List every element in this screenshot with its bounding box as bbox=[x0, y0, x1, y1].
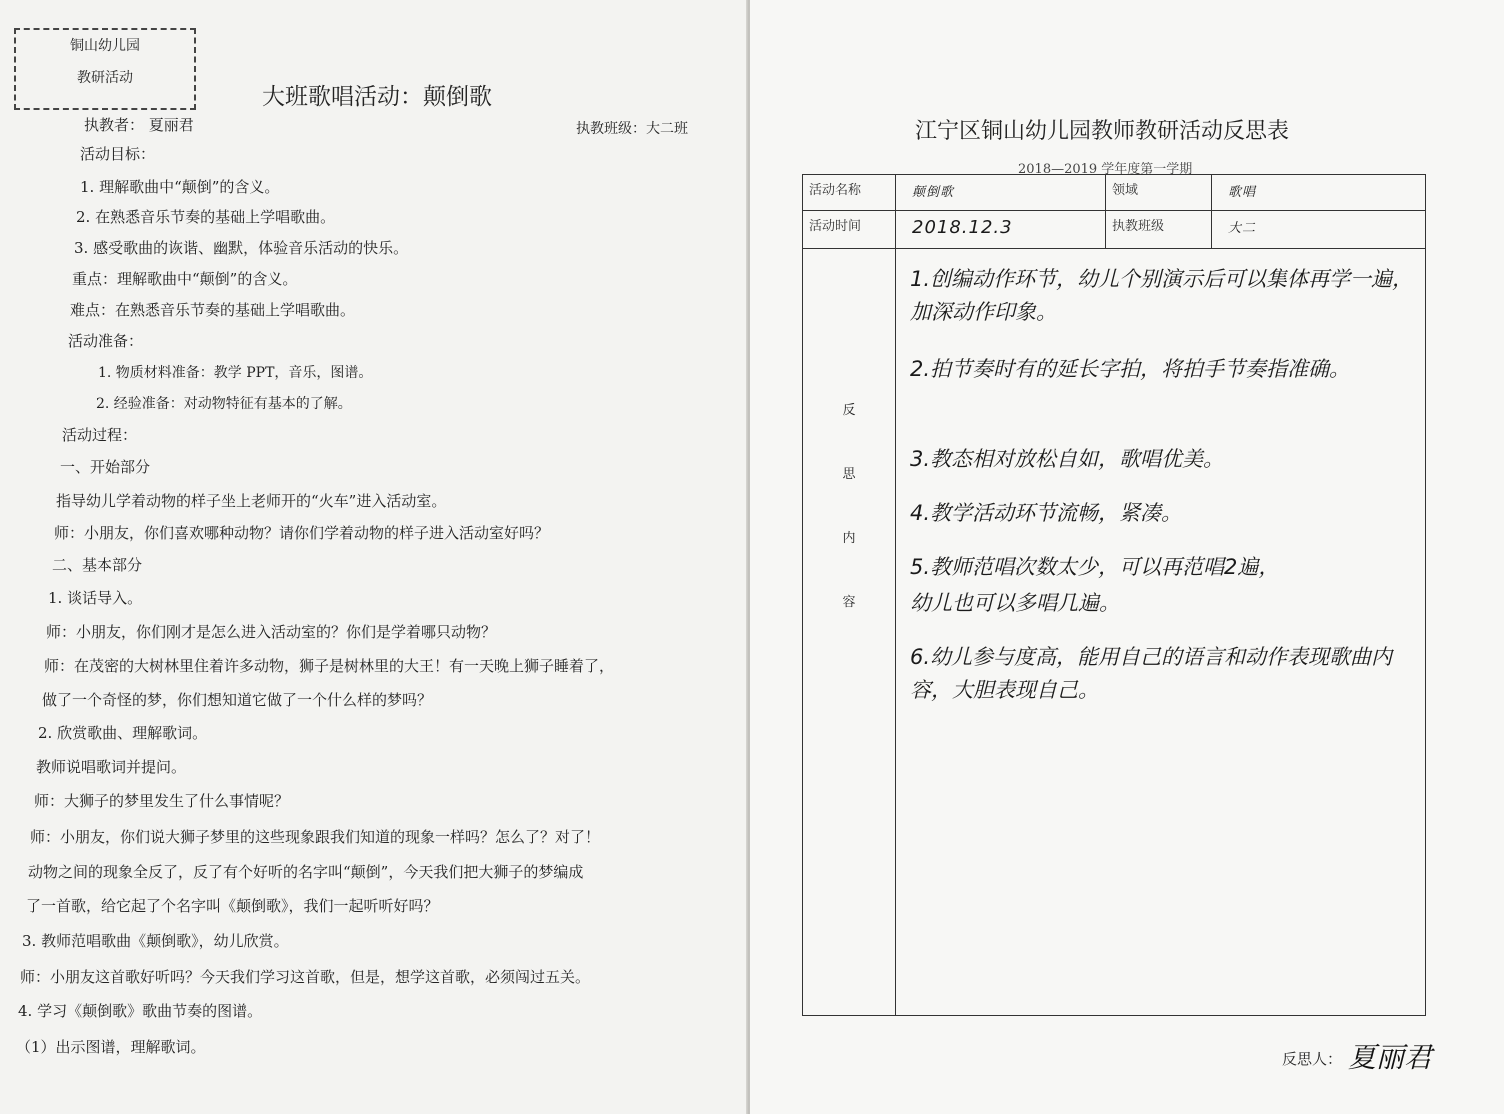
text-line: 师：小朋友这首歌好听吗？今天我们学习这首歌，但是，想学这首歌，必须闯过五关。 bbox=[20, 968, 591, 986]
text-line: 师：在茂密的大树林里住着许多动物，狮子是树林里的大王！有一天晚上狮子睡着了， bbox=[44, 657, 615, 675]
text-line: 2. 欣赏歌曲、理解歌词。 bbox=[38, 724, 208, 742]
text-line: 3. 感受歌曲的诙谐、幽默，体验音乐活动的快乐。 bbox=[74, 239, 409, 257]
reflection-content bbox=[896, 249, 1426, 1016]
form-subtitle: 2018—2019 学年度第一学期 bbox=[1018, 162, 1193, 177]
text-line: 1. 理解歌曲中“颠倒”的含义。 bbox=[80, 178, 280, 196]
stamp-line-1: 铜山幼儿园 bbox=[70, 38, 140, 54]
value-activity-time: 2018.12.3 bbox=[896, 211, 1106, 249]
text-line: 师：小朋友，你们喜欢哪种动物？请你们学着动物的样子进入活动室好吗？ bbox=[54, 524, 550, 542]
reflection-line: 4.教学活动环节流畅，紧凑。 bbox=[910, 501, 1183, 525]
text-line: 活动准备： bbox=[68, 332, 144, 350]
signer-signature: 夏丽君 bbox=[1348, 1041, 1433, 1074]
text-line: 3. 教师范唱歌曲《颠倒歌》，幼儿欣赏。 bbox=[22, 932, 289, 950]
value-domain: 歌唱 bbox=[1212, 175, 1426, 211]
value-class: 大二 bbox=[1212, 211, 1426, 249]
text-line: 1. 物质材料准备：教学 PPT，音乐，图谱。 bbox=[98, 365, 373, 381]
reflection-form-page bbox=[750, 0, 1504, 1114]
lesson-title: 大班歌唱活动：颠倒歌 bbox=[262, 84, 492, 110]
reflection-line: 6.幼儿参与度高，能用自己的语言和动作表现歌曲内容，大胆表现自己。 bbox=[910, 645, 1393, 702]
reflection-line: 幼儿也可以多唱几遍。 bbox=[910, 591, 1120, 615]
label-char: 反 bbox=[842, 403, 856, 418]
stamp-line-2: 教研活动 bbox=[77, 70, 133, 86]
text-line: 4. 学习《颠倒歌》歌曲节奏的图谱。 bbox=[18, 1002, 263, 1020]
text-line: 了一首歌，给它起了个名字叫《颠倒歌》，我们一起听听好吗？ bbox=[26, 897, 439, 915]
class-label: 执教班级：大二班 bbox=[576, 121, 688, 137]
text-line: 二、基本部分 bbox=[52, 556, 143, 574]
label-char: 容 bbox=[842, 595, 856, 610]
reflection-line: 5.教师范唱次数太少，可以再范唱2遍， bbox=[910, 555, 1280, 579]
text-line: 师：小朋友，你们刚才是怎么进入活动室的？你们是学着哪只动物？ bbox=[46, 623, 497, 641]
value-activity-name: 颠倒歌 bbox=[896, 175, 1106, 211]
text-line: 一、开始部分 bbox=[60, 458, 151, 476]
text-line: 难点：在熟悉音乐节奏的基础上学唱歌曲。 bbox=[70, 301, 356, 319]
text-line: 2. 在熟悉音乐节奏的基础上学唱歌曲。 bbox=[76, 208, 336, 226]
text-line: 2. 经验准备：对动物特征有基本的了解。 bbox=[96, 396, 352, 412]
label-char: 内 bbox=[842, 531, 856, 546]
label-class: 执教班级 bbox=[1106, 211, 1212, 249]
text-line: 师：大狮子的梦里发生了什么事情呢？ bbox=[34, 792, 290, 810]
label-reflection-content bbox=[803, 249, 896, 1016]
label-activity-time: 活动时间 bbox=[803, 211, 896, 249]
reflection-line: 1.创编动作环节，幼儿个别演示后可以集体再学一遍，加深动作印象。 bbox=[910, 267, 1414, 324]
text-line: 活动目标： bbox=[80, 145, 156, 163]
reflection-line: 2.拍节奏时有的延长字拍，将拍手节奏指准确。 bbox=[910, 357, 1351, 381]
lesson-plan-page bbox=[0, 0, 748, 1114]
teacher-label: 执教者： 夏丽君 bbox=[84, 116, 194, 134]
text-line: 师：小朋友，你们说大狮子梦里的这些现象跟我们知道的现象一样吗？怎么了？对了！ bbox=[30, 828, 601, 846]
label-domain: 领域 bbox=[1106, 175, 1212, 211]
text-line: 重点：理解歌曲中“颠倒”的含义。 bbox=[72, 270, 298, 288]
text-line: 教师说唱歌词并提问。 bbox=[36, 758, 187, 776]
text-line: 指导幼儿学着动物的样子坐上老师开的“火车”进入活动室。 bbox=[56, 492, 447, 510]
text-line: 1. 谈话导入。 bbox=[48, 589, 143, 607]
form-title: 江宁区铜山幼儿园教师教研活动反思表 bbox=[915, 119, 1290, 144]
text-line: 动物之间的现象全反了，反了有个好听的名字叫“颠倒”，今天我们把大狮子的梦编成 bbox=[28, 863, 584, 881]
text-line: 做了一个奇怪的梦，你们想知道它做了一个什么样的梦吗？ bbox=[42, 691, 433, 709]
label-activity-name: 活动名称 bbox=[803, 175, 896, 211]
text-line: （1）出示图谱，理解歌词。 bbox=[16, 1038, 206, 1056]
text-line: 活动过程： bbox=[62, 426, 138, 444]
signer-label: 反思人： bbox=[1282, 1050, 1343, 1068]
reflection-table bbox=[802, 174, 1426, 1016]
label-char: 思 bbox=[842, 467, 856, 482]
kindergarten-stamp bbox=[14, 28, 196, 110]
reflection-line: 3.教态相对放松自如，歌唱优美。 bbox=[910, 447, 1225, 471]
